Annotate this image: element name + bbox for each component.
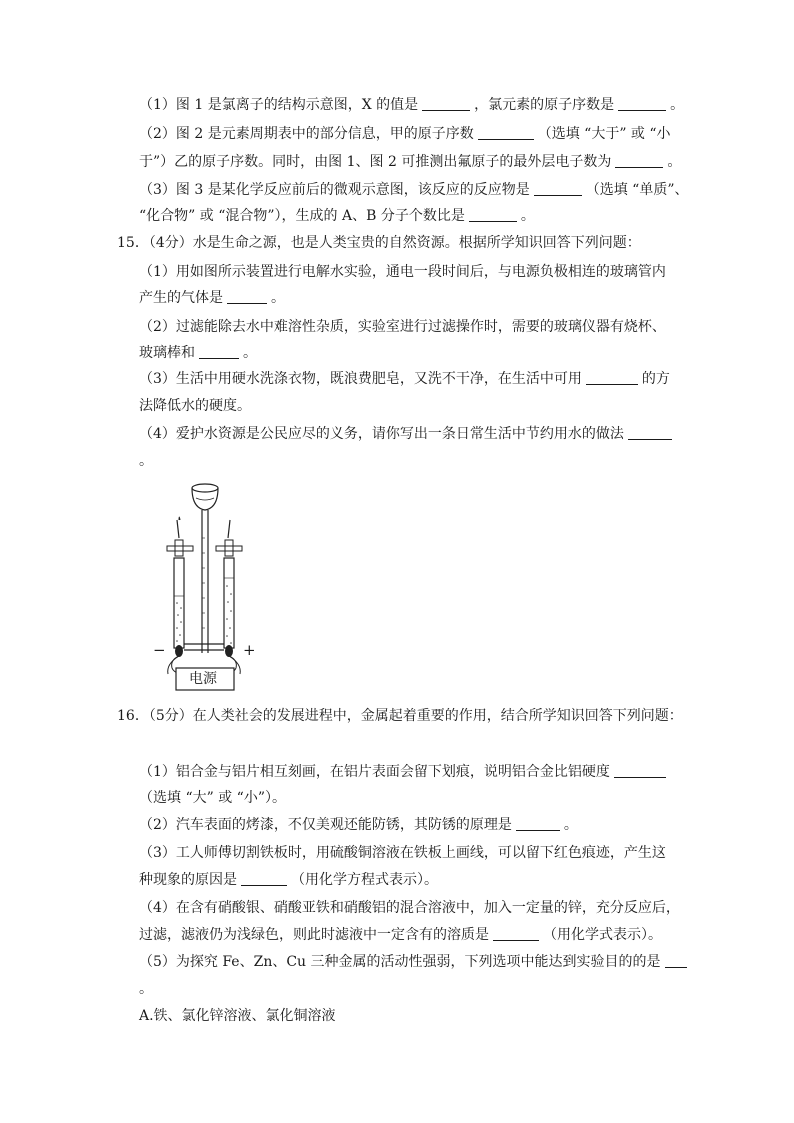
positive-terminal-sign: + bbox=[243, 641, 256, 659]
q15-part2-line1: （2）过滤能除去水中难溶性杂质，实验室进行过滤操作时，需要的玻璃仪器有烧杯、 bbox=[139, 319, 666, 335]
q15-part3-line1: （3）生活中用硬水洗涤衣物，既浪费肥皂，又洗不干净，在生活中可用 的方 bbox=[139, 371, 670, 387]
q16-part1-line1: （1）铝合金与铝片相互刻画，在铝片表面会留下划痕，说明铝合金比铝硬度 bbox=[139, 762, 670, 782]
q14-part3-line2: “化合物” 或 “混合物”），生成的 A、B 分子个数比是 。 bbox=[139, 208, 535, 224]
q16-part4-line2: 过滤，滤液仍为浅绿色，则此时滤液中一定含有的溶质是 （用化学式表示）。 bbox=[139, 927, 662, 943]
answer-blank[interactable] bbox=[618, 96, 666, 111]
answer-blank[interactable] bbox=[469, 207, 517, 222]
q15-part4-line1: （4）爱护水资源是公民应尽的义务，请你写出一条日常生活中节约用水的做法 bbox=[139, 424, 676, 444]
q15-part1-line1: （1）用如图所示装置进行电解水实验，通电一段时间后，与电源负极相连的玻璃管内 bbox=[139, 264, 666, 280]
electrolysis-apparatus-figure bbox=[150, 478, 270, 693]
answer-blank[interactable] bbox=[534, 181, 582, 196]
negative-terminal-sign: − bbox=[153, 641, 166, 659]
q16-part2: （2）汽车表面的烤漆，不仅美观还能防锈，其防锈的原理是 。 bbox=[139, 817, 578, 833]
q16-option-a: A.铁、氯化锌溶液、氯化铜溶液 bbox=[139, 1008, 336, 1024]
q16-part1-line2: （选填 “大” 或 “小”）。 bbox=[139, 790, 286, 806]
answer-blank[interactable] bbox=[478, 125, 534, 140]
answer-blank[interactable] bbox=[493, 926, 539, 941]
q14-part3-line1: （3）图 3 是某化学反应前后的微观示意图，该反应的反应物是 （选填 “单质”、 bbox=[139, 182, 689, 198]
q15-part2-line2: 玻璃棒和 。 bbox=[139, 345, 257, 361]
answer-blank[interactable] bbox=[586, 370, 638, 385]
answer-blank[interactable] bbox=[241, 871, 287, 886]
q15-part4-line2: 。 bbox=[139, 453, 153, 469]
answer-blank[interactable] bbox=[516, 816, 560, 831]
q15-part1-line2: 产生的气体是 。 bbox=[139, 290, 285, 306]
q16-title: 16．（5分）在人类社会的发展进程中，金属起着重要的作用，结合所学知识回答下列问题： bbox=[117, 708, 683, 724]
q16-part3-line1: （3）工人师傅切割铁板时，用硫酸铜溶液在铁板上画线，可以留下红色痕迹，产生这 bbox=[139, 845, 666, 861]
q16-part4-line1: （4）在含有硝酸银、硝酸亚铁和硝酸铝的混合溶液中，加入一定量的锌，充分反应后， bbox=[139, 900, 680, 916]
answer-blank[interactable] bbox=[614, 763, 666, 778]
answer-blank[interactable] bbox=[628, 425, 672, 440]
q14-part1: （1）图 1 是氯离子的结构示意图，X 的值是 ，氯元素的原子序数是 。 bbox=[139, 97, 685, 113]
q16-part3-line2: 种现象的原因是 （用化学方程式表示）。 bbox=[139, 872, 438, 888]
answer-blank[interactable] bbox=[422, 96, 470, 111]
q14-part2-line1: （2）图 2 是元素周期表中的部分信息，甲的原子序数 （选填 “大于” 或 “小 bbox=[139, 126, 671, 142]
answer-blank[interactable] bbox=[199, 344, 239, 359]
power-source-label: 电源 bbox=[189, 671, 217, 687]
q15-title: 15．（4分）水是生命之源，也是人类宝贵的自然资源。根据所学知识回答下列问题： bbox=[117, 235, 641, 251]
q15-part3-line2: 法降低水的硬度。 bbox=[139, 398, 251, 414]
answer-blank[interactable] bbox=[665, 953, 687, 968]
q16-part5-line1: （5）为探究 Fe、Zn、Cu 三种金属的活动性强弱，下列选项中能达到实验目的的是 bbox=[139, 952, 691, 972]
answer-blank[interactable] bbox=[615, 153, 663, 168]
q14-part2-line2: 于”）乙的原子序数。同时，由图 1、图 2 可推测出氟原子的最外层电子数为 。 bbox=[139, 154, 682, 170]
electrolysis-diagram bbox=[150, 478, 270, 693]
q16-part5-line2: 。 bbox=[139, 981, 153, 997]
answer-blank[interactable] bbox=[227, 289, 267, 304]
